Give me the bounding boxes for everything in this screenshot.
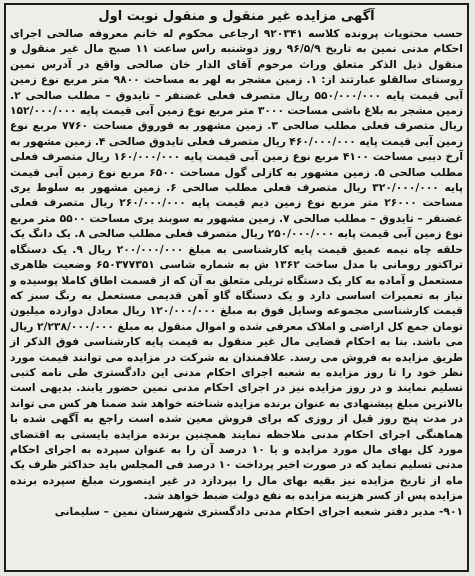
notice-body: حسب محتویات پرونده کلاسه ۹۲۰۳۴۱ ارجاعی محکوم له خانم معروفه صالحی اجرای احکام مدنی نمین به تاریخ ۹۶/۵/۹ روز دوشنبه راس ساعت ۱۱ صبح مال غیر منقول و منقول ذیل الذکر متعلق وراث مرحوم آقای الدار خان صالحی واقع در آدرس نمین روستای سالقلو عبارتند از: ۱. زمین مشجر به لهر به مساحت ۹۸۰۰ متر مربع نوع زمین آبی قیمت پایه ۵۵۰/۰۰۰/۰۰۰ ریال متصرف فعلی غضنفر – تایدوق – مطلب صالحی ۲. زمین مشجر به بلاغ باشی مساحت ۳۰۰۰ متر مربع نوع زمین آبی قیمت پایه ۱۵۲/۰۰۰/۰۰۰ ریال متصرف فعلی مطلب صالحی ۳. زمین مشهور به قوروق مساحت ۷۷۶۰ مربع نوع زمین آبی قیمت پایه ۴۶۰/۰۰۰/۰۰۰ ریال متصرف فعلی تایدوق صالحی ۴. زمین مشهور به آرخ دیبی مساحت ۴۱۰۰ مربع نوع زمین آبی قیمت پایه ۱۶۰/۰۰۰/۰۰۰ ریال متصرف فعلی مطلب صالحی ۵. زمین مشهور به کازلی گول مساحت ۶۵۰۰ مربع نوع زمین آبی قیمت پایه ۳۲۰/۰۰۰/۰۰۰ ریال متصرف فعلی مطلب صالحی ۶. زمین مشهور به سلوط یری مساحت ۲۶۰۰۰ متر مربع نوع زمین دیم قیمت پایه ۲۶۰/۰۰۰/۰۰۰ ریال متصرف فعلی غضنفر – تایدوق – مطلب صالحی ۷. زمین مشهور به سوبند یری مساحت ۵۵۰۰ متر مربع نوع زمین آبی قیمت پایه ۲۵۰/۰۰۰/۰۰۰ ریال متصرف فعلی مطلب صالحی ۸. یک دانگ یک حلقه چاه نیمه عمیق قیمت پایه کارشناسی به مبلغ ۲۰۰/۰۰۰/۰۰۰ ریال ۹. یک دستگاه تراکتور رومانی با مدل ساخت ۱۳۶۲ ش به شماره شاسی ۶۵۰۳۷۷۳۵۱ وضعیت ظاهری مستعمل و آماده به کار یک دستگاه تریلی متعلق به آن که از قسمت اطاق کاملا پوسیده و نیاز به تعمیرات اساسی دارد و یک دستگاه گاو آهن قدیمی مستعمل به رنگ سبز که قیمت کارشناسی مجموعه وسایل فوق به مبلغ ۱۲۰/۰۰۰/۰۰۰ ریال معادل دوازده میلیون تومان جمع کل اراضی و املاک معرفی شده و اموال منقول به مبلغ ۲/۲۳۸/۰۰۰/۰۰۰ ریال می باشد. بنا به احکام قضایی مال غیر منقول به قیمت پایه کارشناسی فوق الذکر از طریق مزایده به فروش می رسد. علاقمندان به شرکت در مزایده می توانند قیمت مورد نظر خود را تا روز مزایده به شعبه اجرای احکام مدنی این دادگستری طی نامه کتبی تسلیم نمایند و در روز مزایده نیز در اجرای احکام مدنی نمین حضور یابند. بدیهی است بالاترین مبلغ پیشنهادی به عنوان برنده مزایده شناخته خواهد شد ضمنا هر کس می تواند در مدت پنج روز قبل از روزی که برای فروش معین شده است راجع به آگهی شده با هماهنگی اجرای احکام مدنی ملاحظه نمایند همچنین برنده مزایده بایستی به اقتضای مورد کل بهای مال مورد مزایده و یا ۱۰ درصد آن را به عنوان سپرده به اجرای احکام مدنی تسلیم نماید که در صورت اخیر پرداخت ۱۰ درصد فی المجلس باید حداکثر ظرف یک ماه از تاریخ مزایده نیز بقیه بهای مال را بپردازد در غیر اینصورت مبلغ سپرده برنده مزایده پس از کسر هزینه مزایده به نفع دولت ضبط خواهد شد. (10, 27, 464, 503)
auction-notice (4, 3, 469, 572)
notice-footer: ۹۰۱- مدیر دفتر شعبه اجرای احکام مدنی دادگستری شهرستان نمین – سلیمانی (54, 504, 463, 518)
notice-title: آگهی مزایده غیر منقول و منقول نوبت اول (98, 9, 375, 24)
